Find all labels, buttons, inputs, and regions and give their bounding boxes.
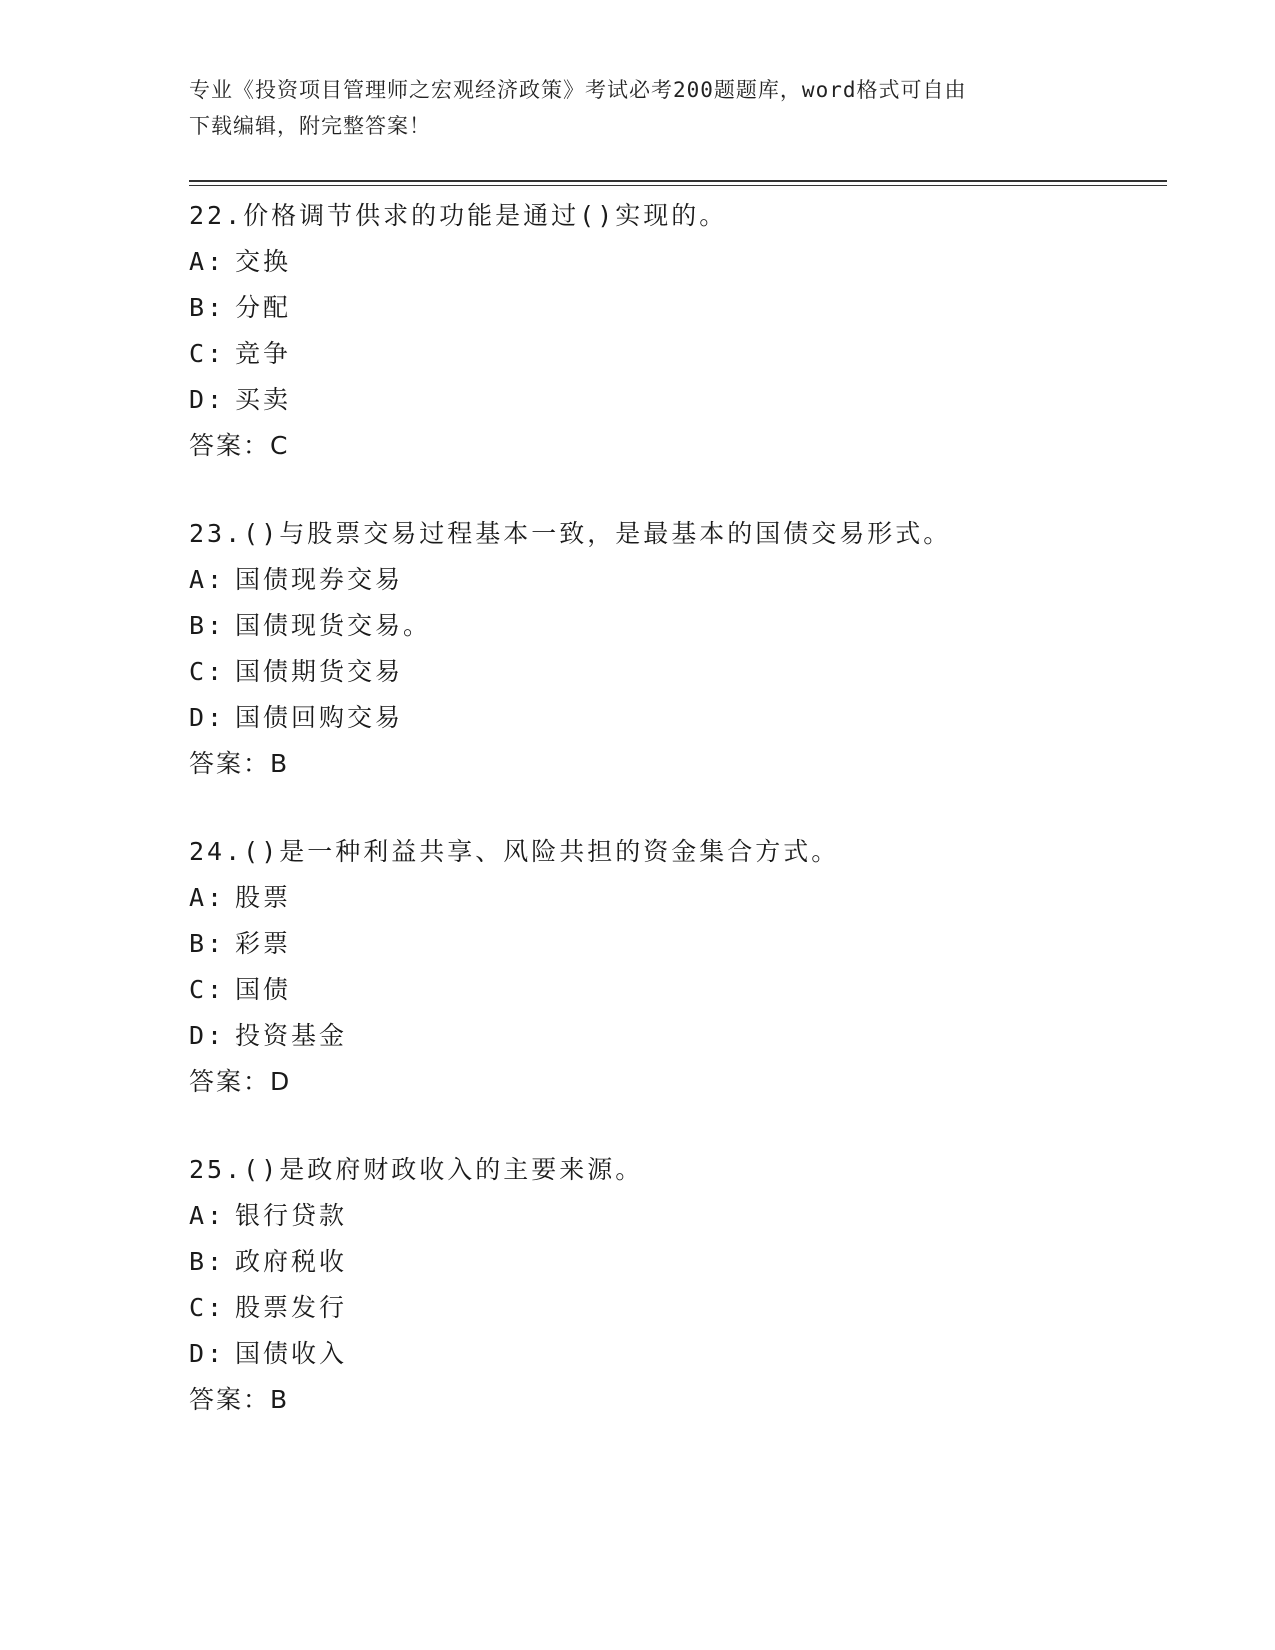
document-header <box>189 72 1089 144</box>
option-a <box>189 1193 1169 1239</box>
option-b <box>189 603 1169 649</box>
option-b <box>189 1239 1169 1285</box>
question-24 <box>189 829 1169 1105</box>
option-text: 国债期货交易 <box>235 657 404 686</box>
option-text: 买卖 <box>235 385 292 414</box>
option-letter: A: <box>189 247 226 276</box>
question-stem: 25.()是政府财政收入的主要来源。 <box>189 1155 644 1184</box>
question-22 <box>189 193 1169 469</box>
option-text: 银行贷款 <box>235 1201 348 1230</box>
option-b <box>189 921 1169 967</box>
option-text: 股票 <box>235 883 292 912</box>
option-b <box>189 285 1169 331</box>
option-letter: C: <box>189 339 226 368</box>
option-text: 国债回购交易 <box>235 703 404 732</box>
answer-line: 答案：B <box>189 1385 290 1414</box>
option-c <box>189 649 1169 695</box>
question-25 <box>189 1147 1169 1423</box>
option-letter: D: <box>189 385 226 414</box>
option-letter: A: <box>189 565 226 594</box>
option-d <box>189 695 1169 741</box>
option-d <box>189 377 1169 423</box>
option-c <box>189 1285 1169 1331</box>
option-letter: C: <box>189 657 226 686</box>
option-text: 国债现券交易 <box>235 565 404 594</box>
option-letter: B: <box>189 1247 226 1276</box>
option-a <box>189 875 1169 921</box>
option-a <box>189 557 1169 603</box>
option-text: 竞争 <box>235 339 292 368</box>
option-letter: C: <box>189 1293 226 1322</box>
option-letter: C: <box>189 975 226 1004</box>
question-stem: 24.()是一种利益共享、风险共担的资金集合方式。 <box>189 837 840 866</box>
question-23 <box>189 511 1169 787</box>
option-text: 国债 <box>235 975 292 1004</box>
answer-line: 答案：D <box>189 1067 292 1096</box>
option-text: 国债现货交易。 <box>235 611 432 640</box>
answer-line: 答案：B <box>189 749 290 778</box>
option-letter: A: <box>189 1201 226 1230</box>
option-letter: D: <box>189 1021 226 1050</box>
option-letter: B: <box>189 293 226 322</box>
option-text: 国债收入 <box>235 1339 348 1368</box>
option-c <box>189 331 1169 377</box>
option-text: 政府税收 <box>235 1247 348 1276</box>
option-text: 彩票 <box>235 929 292 958</box>
question-list <box>189 193 1169 1465</box>
question-stem: 22.价格调节供求的功能是通过()实现的。 <box>189 201 728 230</box>
header-divider <box>189 180 1167 186</box>
option-d <box>189 1331 1169 1377</box>
option-letter: D: <box>189 703 226 732</box>
option-text: 投资基金 <box>235 1021 348 1050</box>
option-letter: B: <box>189 611 226 640</box>
option-text: 分配 <box>235 293 292 322</box>
option-letter: D: <box>189 1339 226 1368</box>
header-line-2: 下载编辑，附完整答案！ <box>189 114 431 138</box>
option-a <box>189 239 1169 285</box>
question-stem: 23.()与股票交易过程基本一致，是最基本的国债交易形式。 <box>189 519 952 548</box>
header-line-1: 专业《投资项目管理师之宏观经济政策》考试必考200题题库，word格式可自由 <box>189 78 967 102</box>
option-letter: B: <box>189 929 226 958</box>
option-text: 股票发行 <box>235 1293 348 1322</box>
option-text: 交换 <box>235 247 292 276</box>
option-c <box>189 967 1169 1013</box>
answer-line: 答案：C <box>189 431 290 460</box>
option-letter: A: <box>189 883 226 912</box>
option-d <box>189 1013 1169 1059</box>
